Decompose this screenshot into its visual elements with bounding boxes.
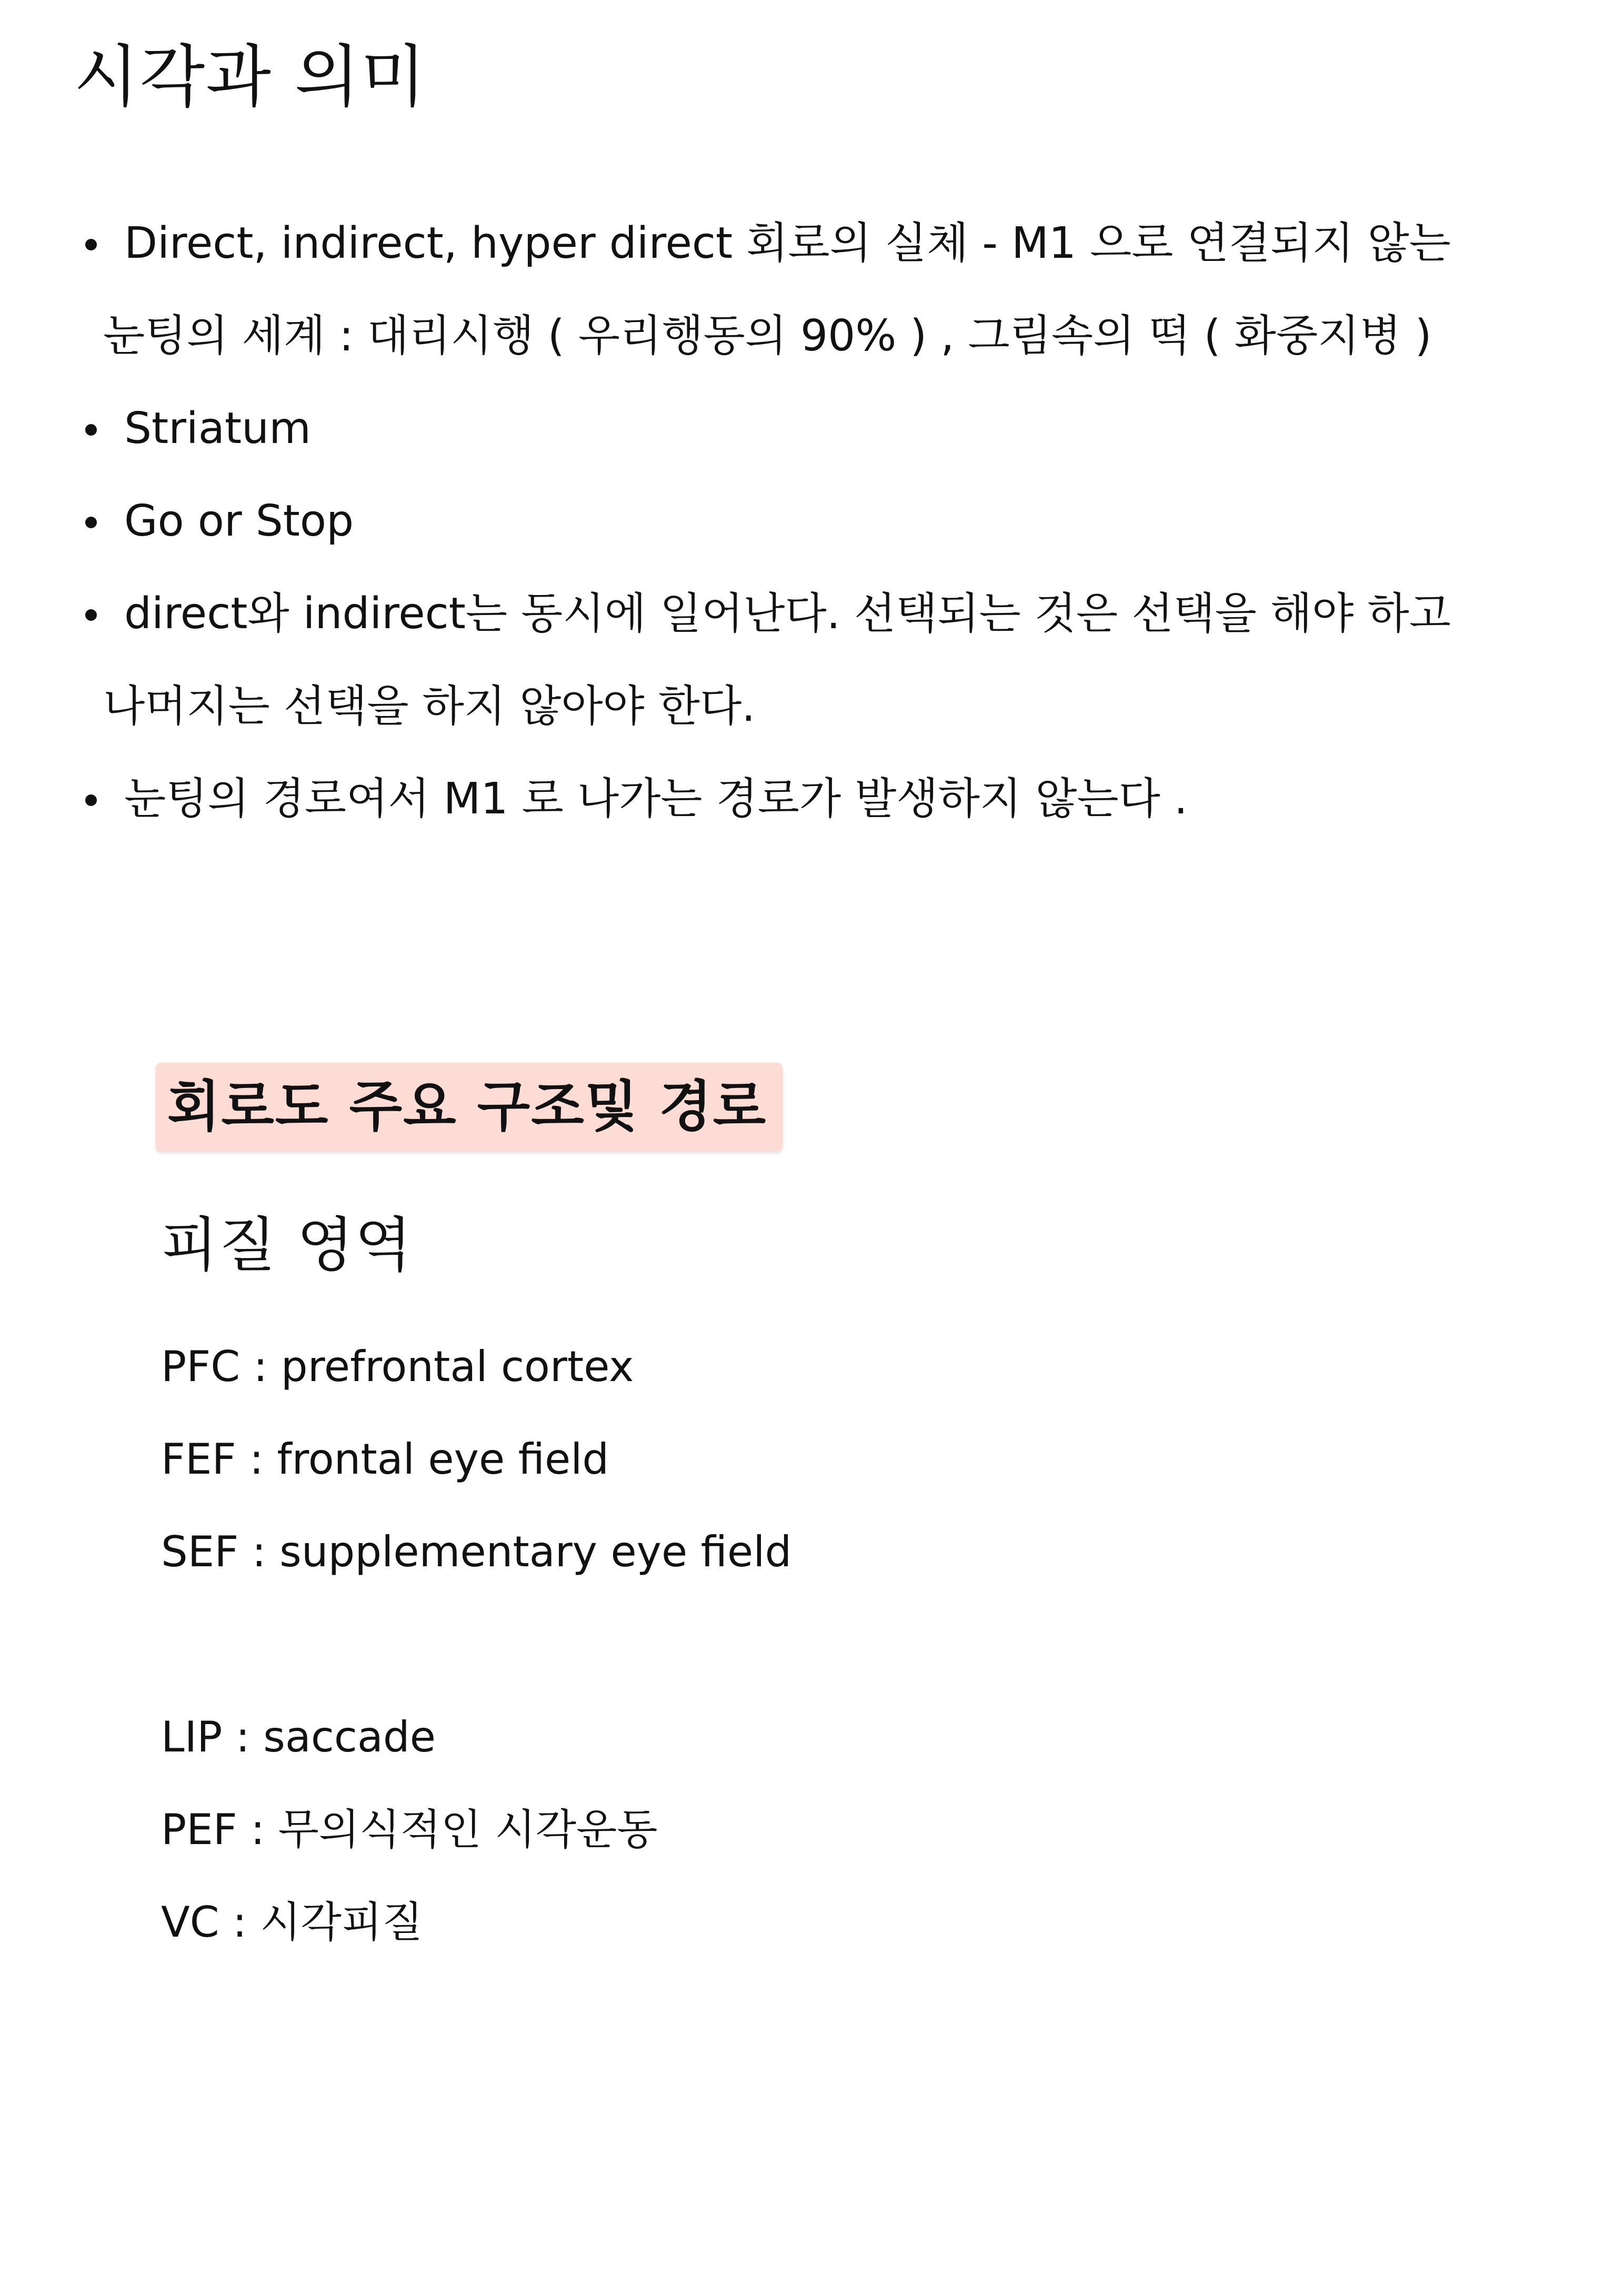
bullet-dot-icon	[85, 609, 97, 621]
page-title: 시각과 의미	[74, 38, 427, 116]
bullet-text-continuation: 눈팅의 세계 : 대리시행 ( 우리행동의 90% ) , 그림속의 떡 ( 화중지병 )	[103, 311, 1432, 361]
definition-item: SEF : supplementary eye field	[161, 1527, 792, 1576]
bullet-text: Striatum	[124, 404, 311, 454]
bullet-text-continuation: 나머지는 선택을 하지 않아야 한다.	[103, 681, 756, 731]
bullet-item	[74, 753, 1589, 845]
definition-item: PEF : 무의식적인 시각운동	[161, 1805, 658, 1854]
bullet-item	[74, 568, 1589, 753]
definition-item: FEF : frontal eye field	[161, 1435, 609, 1484]
definition-list	[161, 1321, 791, 1969]
definition-item: PFC : prefrontal cortex	[161, 1342, 634, 1391]
bullet-list	[74, 197, 1589, 845]
definition-item: LIP : saccade	[161, 1713, 436, 1761]
bullet-dot-icon	[85, 239, 97, 250]
bullet-text: Go or Stop	[124, 496, 354, 546]
bullet-dot-icon	[85, 517, 97, 528]
bullet-item	[74, 382, 1589, 475]
section-heading: 회로도 주요 구조및 경로	[167, 1074, 767, 1139]
bullet-dot-icon	[85, 794, 97, 806]
section-highlight-box	[156, 1063, 783, 1151]
bullet-text: Direct, indirect, hyper direct 회로의 실체 - M1 으로 연결되지 않는	[124, 218, 1451, 268]
bullet-text: 눈팅의 경로여서 M1 로 나가는 경로가 발생하지 않는다 .	[124, 774, 1188, 824]
bullet-text: direct와 indirect는 동시에 일어난다. 선택되는 것은 선택을 해야 하고	[124, 589, 1451, 639]
definition-item: VC : 시각피질	[161, 1898, 423, 1947]
bullet-dot-icon	[85, 424, 97, 436]
bullet-item	[74, 197, 1589, 382]
bullet-item	[74, 475, 1589, 568]
subheading-cortex-area: 피질 영역	[161, 1211, 413, 1280]
